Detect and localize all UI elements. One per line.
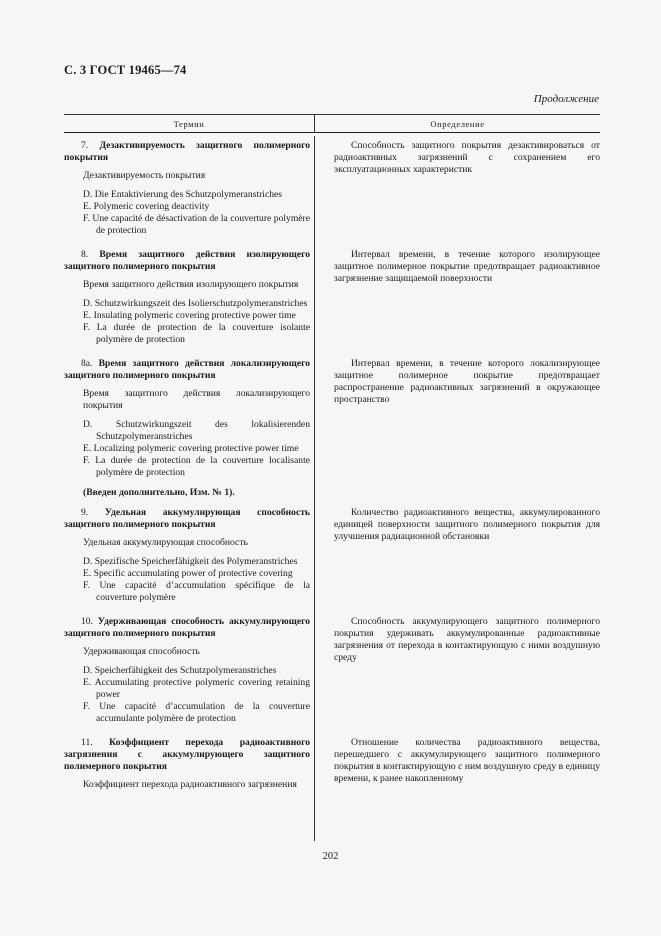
lang-de: D. Die Entaktivierung des Schutzpolymeranstriches bbox=[83, 189, 283, 200]
term-short: Время защитного действия изолирующего покрытия bbox=[83, 279, 299, 290]
table-row bbox=[64, 245, 600, 346]
foreign-equivalents bbox=[64, 298, 310, 346]
term-title: 8. Время защитного действия изолирующего защитного полимерного покрытия bbox=[64, 249, 310, 272]
lang-de: D. Spezifische Speicherfähigkeit des Polymeranstriches bbox=[83, 556, 298, 567]
lang-en: E. Insulating polymeric covering protective power time bbox=[83, 310, 296, 321]
definition-cell bbox=[314, 136, 600, 237]
amendment-note: (Введен дополнительно, Изм. № 1). bbox=[83, 487, 235, 498]
definition-cell bbox=[314, 245, 600, 346]
term-short: Удельная аккумулирующая способность bbox=[83, 537, 248, 548]
lang-en: E. Accumulating protective polymeric covering retaining power bbox=[83, 677, 310, 700]
term-title: 8а. Время защитного действия локализирующего защитного полимерного покрытия bbox=[64, 358, 310, 381]
definition-text: Интервал времени, в течение которого локализирующее защитное полимерное покрытие предотвращает распространение радиоактивных загрязнений в окружающее пространство bbox=[334, 358, 600, 405]
table-row bbox=[64, 503, 600, 604]
term-title: 9. Удельная аккумулирующая способность защитного полимерного покрытия bbox=[64, 507, 310, 530]
table-row bbox=[64, 354, 600, 499]
lang-fr: F. La durée de protection de la couverture isolante polymère de protection bbox=[83, 322, 310, 345]
terms-table bbox=[64, 114, 600, 841]
page-number: 202 bbox=[322, 851, 339, 862]
term-cell bbox=[64, 245, 314, 346]
lang-fr: F. La durée de protection de la couverture localisante polymère de protection bbox=[83, 455, 310, 478]
lang-en: E. Localizing polymeric covering protective power time bbox=[83, 443, 299, 454]
lang-de: D. Schutzwirkungszeit des Isolierschutzpolymeranstriches bbox=[83, 298, 308, 309]
column-header-term: Термин bbox=[64, 115, 315, 132]
definition-text: Количество радиоактивного вещества, аккумулированного единицей поверхности защитного полимерного покрытия для улучшения радиационной обстановки bbox=[334, 507, 600, 542]
foreign-equivalents bbox=[64, 419, 310, 479]
lang-fr: F. Une capacité de désactivation de la couverture polymère de protection bbox=[83, 213, 310, 236]
lang-fr: F. Une capacité d’accumulation de la couverture accumulante polymère de protection bbox=[83, 701, 310, 724]
lang-fr: F. Une capacité d’accumulation spécifique de la couverture polymère bbox=[83, 580, 310, 603]
table-row bbox=[64, 136, 600, 237]
lang-en: E. Specific accumulating power of protective covering bbox=[83, 568, 293, 579]
term-cell bbox=[64, 612, 314, 725]
definition-cell bbox=[314, 503, 600, 604]
term-cell bbox=[64, 354, 314, 499]
table-header bbox=[64, 114, 600, 133]
term-short: Коэффициент перехода радиоактивного загрязнения bbox=[83, 779, 297, 790]
definition-text: Отношение количества радиоактивного вещества, перешедшего с аккумулирующего защитного полимерного покрытия в контактирующую с ним воздушную среду в единицу времени, к ранее накопленному bbox=[334, 737, 600, 784]
table-body bbox=[64, 136, 600, 841]
definition-text: Способность аккумулирующего защитного полимерного покрытия удерживать аккумулированные радиоактивные загрязнения от перехода в контактирующую с ними воздушную среду bbox=[334, 616, 600, 663]
column-header-definition: Определение bbox=[430, 118, 485, 129]
term-title: 10. Удерживающая способность аккумулирующего защитного полимерного покрытия bbox=[64, 616, 310, 639]
page-header: С. 3 ГОСТ 19465—74 bbox=[64, 63, 187, 77]
definition-text: Способность защитного покрытия дезактивироваться от радиоактивных загрязнений с сохранением его эксплуатационных характеристик bbox=[334, 140, 600, 175]
continuation-label: Продолжение bbox=[533, 93, 599, 105]
term-title: 11. Коэффициент перехода радиоактивного загрязнения с аккумулирующего защитного полимерного покрытия bbox=[64, 737, 310, 772]
foreign-equivalents bbox=[64, 556, 310, 604]
table-row bbox=[64, 733, 600, 791]
term-cell bbox=[64, 503, 314, 604]
term-short: Время защитного действия локализирующего покрытия bbox=[83, 388, 310, 411]
definition-cell bbox=[314, 733, 600, 791]
term-short: Дезактивируемость покрытия bbox=[83, 170, 206, 181]
table-row bbox=[64, 612, 600, 725]
column-divider bbox=[314, 136, 315, 841]
term-short: Удерживающая способность bbox=[83, 646, 200, 657]
term-title: 7. Дезактивируемость защитного полимерного покрытия bbox=[64, 140, 311, 163]
lang-de: D. Speicherfähigkeit des Schutzpolymeranstriches bbox=[83, 665, 277, 676]
lang-en: E. Polymeric covering deactivity bbox=[83, 201, 210, 212]
foreign-equivalents bbox=[64, 665, 310, 725]
definition-text: Интервал времени, в течение которого изолирующее защитное полимерное покрытие предотвращает радиоактивное загрязнение защищаемой поверхности bbox=[334, 249, 600, 284]
term-cell bbox=[64, 136, 314, 237]
definition-cell bbox=[314, 612, 600, 725]
definition-cell bbox=[314, 354, 600, 499]
term-cell bbox=[64, 733, 314, 791]
foreign-equivalents bbox=[64, 189, 310, 237]
lang-de: D. Schutzwirkungszeit des lokalisierenden Schutzpolymeranstriches bbox=[83, 419, 310, 442]
